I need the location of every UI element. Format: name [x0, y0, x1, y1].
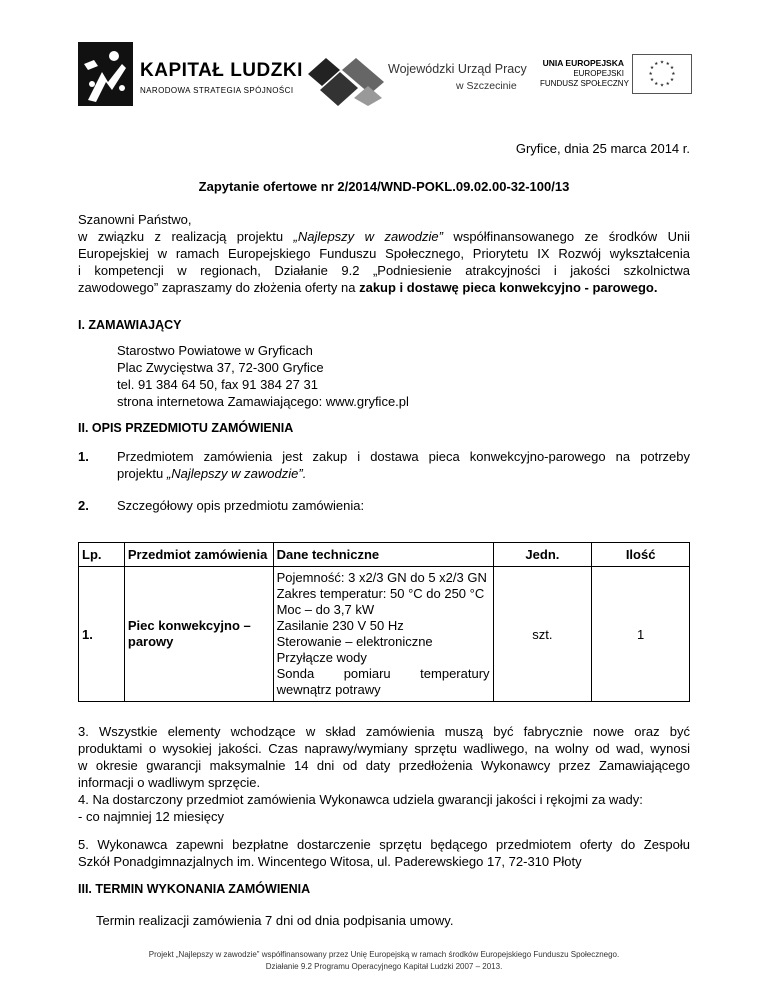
kapital-ludzki-subtitle: NARODOWA STRATEGIA SPÓJNOŚCI: [140, 86, 294, 95]
tech-spec-line: [277, 666, 490, 682]
svg-text:★: ★: [669, 65, 675, 71]
para-4-line-2: - co najmniej 12 miesięcy: [78, 809, 224, 824]
project-name: „Najlepszy w zawodzie”: [293, 229, 443, 244]
wup-name: Wojewódzki Urząd Pracy: [388, 62, 527, 76]
svg-text:★: ★: [649, 65, 655, 71]
cell-przedmiot: [124, 567, 273, 702]
svg-text:★: ★: [665, 81, 670, 87]
intro-text: w związku z realizacją projektu: [78, 229, 294, 244]
project-name: „Najlepszy w zawodzie”.: [166, 466, 307, 481]
col-header-lp: Lp.: [79, 543, 125, 567]
tech-spec-word: pomiaru: [343, 666, 391, 681]
para-3-line-4: informacji o wadliwym sprzęcie.: [78, 775, 261, 790]
item-2-number: 2.: [78, 498, 89, 513]
eu-label-line3: FUNDUSZ SPOŁECZNY: [540, 79, 629, 88]
tech-spec-line: Zasilanie 230 V 50 Hz: [276, 618, 404, 633]
header-logos: [0, 30, 768, 120]
tech-spec-word: Sonda: [276, 666, 315, 681]
tech-spec-line: Sterowanie – elektroniczne: [276, 634, 433, 649]
intro-text: zawodowego” zapraszamy do złożenia oferty na: [78, 280, 360, 295]
para-4-line-1: 4. Na dostarczony przedmiot zamówienia Wykonawca udziela gwarancji jakości i rękojmi za wady:: [78, 792, 643, 807]
section-1-heading: I. ZAMAWIAJĄCY: [78, 318, 182, 332]
cell-przedmiot-line: Piec konwekcyjno –: [127, 618, 251, 633]
tech-spec-word: temperatury: [420, 666, 490, 681]
svg-text:★: ★: [665, 61, 670, 67]
item-1-text: projektu: [117, 466, 167, 481]
tech-spec-line: Przyłącze wody: [276, 650, 367, 665]
wup-mark-icon: [306, 52, 384, 106]
kapital-ludzki-logo: [78, 42, 303, 108]
para-5-line-2: Szkół Ponadgimnazjalnych im. Wincentego Witosa, ul. Paderewskiego 17, 72-310 Płoty: [78, 854, 582, 869]
eu-logo: [540, 52, 695, 102]
order-spec-table: [78, 542, 690, 702]
document-title: Zapytanie ofertowe nr 2/2014/WND-POKL.09.02.00-32-100/13: [198, 179, 570, 194]
para-3-line-2: produktami o wysokiej jakości. Czas naprawy/wymiany sprzętu wadliwego, na wolny od wad, wynosi: [78, 741, 690, 756]
cell-przedmiot-line: parowy: [127, 634, 174, 649]
item-2-text: Szczegółowy opis przedmiotu zamówienia:: [117, 498, 365, 513]
svg-text:★: ★: [654, 81, 659, 87]
para-3-line-1: 3. Wszystkie elementy wchodzące w skład zamówienia muszą być fabrycznie nowe oraz być: [78, 724, 690, 739]
table-row: [79, 567, 690, 702]
svg-text:★: ★: [654, 61, 659, 67]
kapital-ludzki-mark-icon: [78, 42, 133, 106]
para-5-line-1: 5. Wykonawca zapewni bezpłatne dostarczenie sprzętu będącego przedmiotem oferty do Zespołu: [78, 837, 690, 852]
intro-line-3: i kompetencji w regionach, Działanie 9.2 „Podniesienie atrakcyjności i jakości szkolnictwa: [78, 263, 690, 278]
eu-flag-icon: [632, 54, 692, 94]
cell-jedn: szt.: [493, 567, 592, 702]
footer-line-2: Działanie 9.2 Programu Operacyjnego Kapitał Ludzki 2007 – 2013.: [265, 962, 503, 971]
wup-city: w Szczecinie: [456, 80, 517, 92]
order-subject: zakup i dostawę pieca konwekcyjno - parowego.: [359, 280, 658, 295]
contracting-authority-line: tel. 91 384 64 50, fax 91 384 27 31: [117, 377, 318, 392]
section-2-heading: II. OPIS PRZEDMIOTU ZAMÓWIENIA: [78, 421, 294, 435]
col-header-ilosc: Ilość: [592, 543, 690, 567]
item-1-line-1: Przedmiotem zamówienia jest zakup i dostawa pieca konwekcyjno-parowego na potrzeby: [117, 449, 690, 464]
section-3-heading: III. TERMIN WYKONANIA ZAMÓWIENIA: [78, 882, 311, 896]
tech-spec-line: Pojemność: 3 x2/3 GN do 5 x2/3 GN: [276, 570, 487, 585]
svg-text:★: ★: [671, 71, 676, 77]
intro-line-2: Europejskiej w ramach Europejskiego Funduszu Społecznego, Priorytetu IX Rozwój wykształcenia: [78, 246, 690, 261]
svg-text:★: ★: [669, 78, 675, 84]
intro-line-1: [78, 228, 690, 245]
cell-lp: 1.: [79, 567, 125, 702]
tech-spec-line: wewnątrz potrawy: [276, 682, 381, 697]
greeting: Szanowni Państwo,: [78, 212, 192, 227]
section-3-text: Termin realizacji zamówienia 7 dni od dnia podpisania umowy.: [96, 913, 454, 928]
document-date: Gryfice, dnia 25 marca 2014 r.: [515, 141, 690, 156]
wup-logo: [306, 52, 527, 108]
item-1-line-2: [117, 465, 690, 482]
cell-ilosc: 1: [592, 567, 690, 702]
contracting-authority-line: Plac Zwycięstwa 37, 72-300 Gryfice: [117, 360, 324, 375]
contracting-authority-line: strona internetowa Zamawiającego: www.gryfice.pl: [117, 394, 409, 409]
svg-text:★: ★: [649, 78, 655, 84]
table-header-row: [79, 543, 690, 567]
col-header-przedmiot: Przedmiot zamówienia: [124, 543, 273, 567]
intro-line-4: [78, 279, 690, 296]
col-header-jedn: Jedn.: [493, 543, 592, 567]
svg-text:★: ★: [648, 71, 653, 77]
svg-text:★: ★: [659, 60, 665, 66]
eu-label-line2: EUROPEJSKI: [573, 69, 624, 78]
kapital-ludzki-title: KAPITAŁ LUDZKI: [140, 60, 303, 81]
item-1-number: 1.: [78, 449, 89, 464]
para-3-line-3: w okresie gwarancji maksymalnie 14 dni od daty przedłożenia Wykonawcy przez Zamawiającego: [78, 758, 690, 773]
col-header-dane: Dane techniczne: [273, 543, 493, 567]
footer: [78, 949, 690, 973]
tech-spec-line: Zakres temperatur: 50 °C do 250 °C: [276, 586, 485, 601]
footer-line-1: Projekt „Najlepszy w zawodzie” współfinansowany przez Unię Europejską w ramach środków Europejskiego Funduszu Społecznego.: [148, 950, 620, 959]
svg-text:★: ★: [659, 83, 665, 89]
eu-label-line1: UNIA EUROPEJSKA: [542, 58, 624, 68]
intro-text: współfinansowanego ze środków Unii: [442, 229, 690, 244]
tech-spec-line: Moc – do 3,7 kW: [276, 602, 375, 617]
contracting-authority-line: Starostwo Powiatowe w Gryficach: [117, 343, 313, 358]
cell-dane: [273, 567, 493, 702]
